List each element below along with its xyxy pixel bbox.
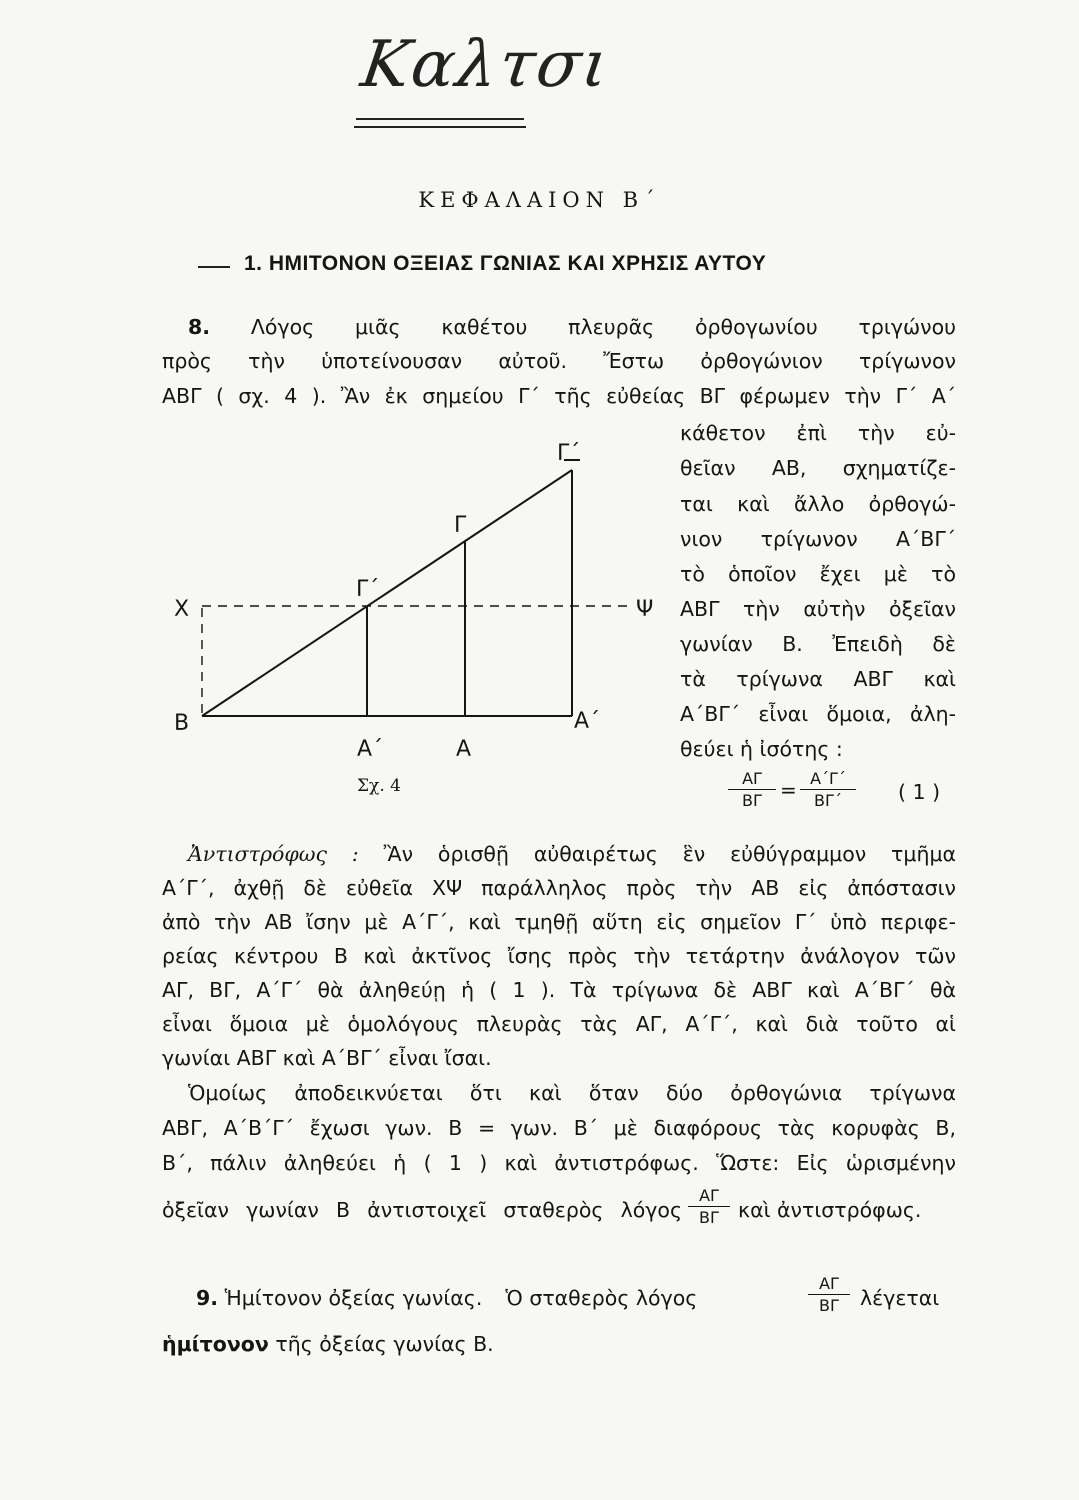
converse-line-7: γωνίαι ΑΒΓ καὶ Α΄ΒΓ΄ εἶναι ἴσαι. bbox=[162, 1046, 492, 1070]
eq1-left-num: ΑΓ bbox=[742, 769, 762, 788]
converse-line-2: Α΄Γ΄, ἀχθῇ δὲ εὐθεῖα ΧΨ παράλληλος πρὸς τὴν ΑΒ εἰς ἀπόστασιν bbox=[162, 876, 956, 900]
fig-label-A: Α bbox=[456, 737, 472, 762]
p8-right-4: νιον τρίγωνον Α΄ΒΓ΄ bbox=[680, 527, 956, 551]
p8-right-6: ΑΒΓ τὴν αὐτὴν ὀξεῖαν bbox=[680, 597, 956, 621]
handwritten-note: Καλτσι bbox=[356, 28, 615, 102]
converse-line-3: ἀπὸ τὴν ΑΒ ἴσην μὲ Α΄Γ΄, καὶ τμηθῇ αὕτη εἰς σημεῖον Γ΄ ὑπὸ περιφε- bbox=[162, 910, 956, 934]
fig-label-A-prime-left: Α΄ bbox=[357, 737, 384, 762]
eq1-right-den: ΒΓ΄ bbox=[814, 791, 842, 810]
p8-line-1-text: Λόγος μιᾶς καθέτου πλευρᾶς ὀρθογωνίου τριγώνου bbox=[250, 315, 956, 339]
p9-frac-bar bbox=[808, 1294, 850, 1295]
p8-line-1 bbox=[188, 315, 956, 339]
similarly-frac-den: ΒΓ bbox=[699, 1208, 719, 1227]
p9-text-c: τῆς ὀξείας γωνίας Β. bbox=[275, 1332, 494, 1356]
p9-bold-word: ἡμίτονον bbox=[162, 1332, 269, 1356]
eq1-left-bar bbox=[728, 789, 776, 790]
eq1-right-bar bbox=[800, 789, 856, 790]
handwritten-dash bbox=[198, 266, 230, 268]
p8-right-5: τὸ ὁποῖον ἔχει μὲ τὸ bbox=[680, 562, 956, 586]
fig-label-X: Χ bbox=[174, 597, 190, 622]
fig-line-hypotenuse bbox=[202, 470, 572, 716]
similarly-line-3: Β΄, πάλιν ἀληθεύει ἡ ( 1 ) καὶ ἀντιστρόφως. Ὥστε: Εἰς ὡρισμένην bbox=[162, 1151, 956, 1175]
p9-title: Ἡμίτονον ὀξείας γωνίας. bbox=[224, 1286, 483, 1310]
similarly-line-2: ΑΒΓ, Α΄Β΄Γ΄ ἔχωσι γων. Β = γων. Β΄ μὲ διαφόρους τὰς κορυφὰς Β, bbox=[162, 1116, 956, 1140]
converse-line-4: ρείας κέντρου Β καὶ ἀκτῖνος ἴσης πρὸς τὴν τετάρτην ἀνάλογον τῶν bbox=[162, 944, 956, 968]
similarly-line-4b: καὶ ἀντιστρόφως. bbox=[738, 1198, 922, 1222]
p9-frac-num: ΑΓ bbox=[819, 1274, 839, 1293]
similarly-frac-bar bbox=[688, 1206, 730, 1207]
eq1-left-fraction bbox=[728, 769, 776, 810]
p9-text-a: Ὁ σταθερὸς λόγος bbox=[505, 1286, 698, 1310]
eq1-right-fraction bbox=[800, 769, 856, 810]
p8-right-9: Α΄ΒΓ΄ εἶναι ὅμοια, ἀλη- bbox=[680, 702, 956, 726]
fig-label-Psi: Ψ bbox=[636, 597, 654, 622]
p9-line-1 bbox=[196, 1286, 697, 1310]
eq1-left-den: ΒΓ bbox=[742, 791, 762, 810]
section-title: 1. ΗΜΙΤΟΝΟΝ ΟΞΕΙΑΣ ΓΩΝΙΑΣ ΚΑΙ ΧΡΗΣΙΣ ΑΥΤΟΥ bbox=[244, 252, 767, 275]
p8-number: 8. bbox=[188, 315, 211, 339]
converse-line-6: εἶναι ὅμοια μὲ ὁμολόγους πλευρὰς τὰς ΑΓ, Α΄Γ΄, καὶ διὰ τοῦτο αἱ bbox=[162, 1012, 956, 1036]
p8-right-10: θεύει ἡ ἰσότης : bbox=[680, 737, 843, 761]
p8-line-2: πρὸς τὴν ὑποτείνουσαν αὐτοῦ. Ἔστω ὀρθογώνιον τρίγωνον bbox=[162, 349, 956, 373]
fig-label-B: Β bbox=[174, 711, 190, 736]
figure-4 bbox=[160, 430, 660, 770]
fig-label-G-prime-left: Γ΄ bbox=[356, 577, 380, 602]
handwritten-underline-2 bbox=[354, 126, 526, 128]
p9-frac-den: ΒΓ bbox=[819, 1296, 839, 1315]
similarly-fraction bbox=[688, 1186, 730, 1227]
handwritten-underline bbox=[356, 118, 524, 120]
converse-line-1-text: Ἂν ὁρισθῇ αὐθαιρέτως ἓν εὐθύγραμμον τμῆμα bbox=[383, 842, 956, 866]
p8-right-3: ται καὶ ἄλλο ὀρθογώ- bbox=[680, 492, 956, 516]
converse-label: Ἀντιστρόφως : bbox=[188, 842, 359, 866]
eq1-label: ( 1 ) bbox=[898, 780, 941, 804]
converse-line-5: ΑΓ, ΒΓ, Α΄Γ΄ θὰ ἀληθεύῃ ἡ ( 1 ). Τὰ τρίγωνα δὲ ΑΒΓ καὶ Α΄ΒΓ΄ θὰ bbox=[162, 978, 956, 1002]
p8-right-8: τὰ τρίγωνα ΑΒΓ καὶ bbox=[680, 667, 956, 691]
similarly-frac-num: ΑΓ bbox=[699, 1186, 719, 1205]
figure-caption: Σχ. 4 bbox=[357, 776, 401, 796]
fig-label-G-prime-top: Γ΄ bbox=[557, 441, 581, 466]
p8-right-7: γωνίαν Β. Ἐπειδὴ δὲ bbox=[680, 632, 956, 656]
eq1-equals: = bbox=[780, 778, 797, 802]
p9-number: 9. bbox=[196, 1286, 219, 1310]
eq1-right-num: Α΄Γ΄ bbox=[810, 769, 846, 788]
p9-line-2 bbox=[162, 1332, 494, 1356]
converse-line-1 bbox=[188, 842, 956, 866]
fig-label-G: Γ bbox=[454, 513, 467, 538]
p8-line-3: ΑΒΓ ( σχ. 4 ). Ἂν ἐκ σημείου Γ΄ τῆς εὐθείας ΒΓ φέρωμεν τὴν Γ΄ Α΄ bbox=[162, 384, 956, 408]
p9-text-b: λέγεται bbox=[860, 1286, 940, 1310]
fig-label-A-prime-right: Α΄ bbox=[574, 709, 601, 734]
chapter-heading: ΚΕΦΑΛΑΙΟΝ Β΄ bbox=[418, 188, 661, 212]
similarly-line-4a: ὀξεῖαν γωνίαν Β ἀντιστοιχεῖ σταθερὸς λόγος bbox=[162, 1198, 682, 1222]
p8-right-1: κάθετον ἐπὶ τὴν εὐ- bbox=[680, 421, 956, 445]
similarly-line-1: Ὁμοίως ἀποδεικνύεται ὅτι καὶ ὅταν δύο ὀρθογώνια τρίγωνα bbox=[188, 1081, 956, 1105]
p9-fraction bbox=[808, 1274, 850, 1315]
p8-right-2: θεῖαν ΑΒ, σχηματίζε- bbox=[680, 456, 956, 480]
